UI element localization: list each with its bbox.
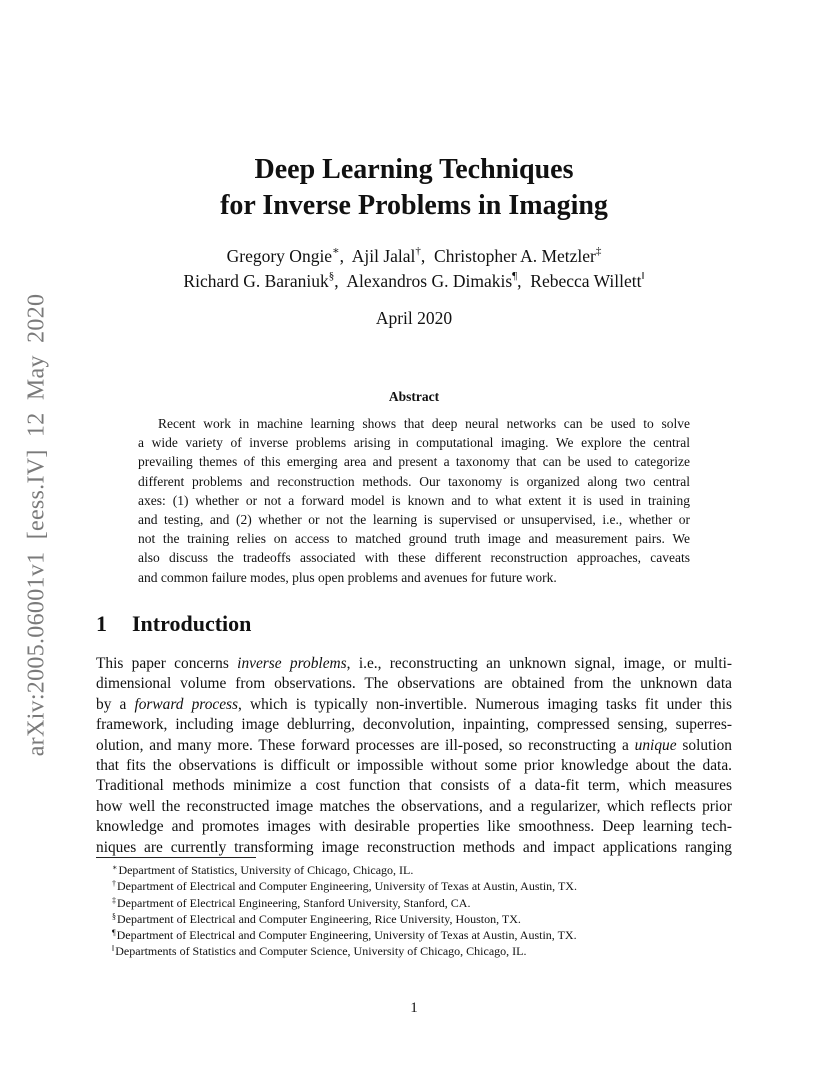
intro-emphasis: forward process xyxy=(134,695,239,713)
introduction-paragraph xyxy=(96,654,732,858)
footnote xyxy=(112,895,577,911)
author-name: Alexandros G. Dimakis xyxy=(346,271,513,291)
abstract-line: different problems and reconstruction methods. Our taxonomy is organized along two central xyxy=(138,473,690,489)
intro-line xyxy=(96,654,732,674)
arxiv-identifier-stamp: arXiv:2005.06001v1 [eess.IV] 12 May 2020 xyxy=(23,293,50,757)
footnote-separator xyxy=(96,857,256,858)
author-name: Rebecca Willett xyxy=(530,271,642,291)
intro-text: by a xyxy=(96,695,135,713)
author: Gregory Ongie∗, xyxy=(226,245,344,266)
intro-text: olution, and many more. These forward processes are ill-posed, so reconstructing a xyxy=(96,736,635,754)
title-line-1: Deep Learning Techniques xyxy=(254,154,574,185)
abstract-line: axes: (1) whether or not a forward model is known and to what extent it is used in training xyxy=(138,492,690,508)
author-footnote-mark: ¶ xyxy=(512,270,518,282)
section-heading-introduction xyxy=(96,611,251,637)
author-list xyxy=(0,244,828,294)
author: Ajil Jalal†, xyxy=(351,245,426,266)
intro-text: This paper concerns xyxy=(96,655,238,672)
abstract-line: not the training relies on access to matched ground truth image and measurement pairs. We xyxy=(138,531,690,547)
footnote-text: Departments of Statistics and Computer Science, University of Chicago, Chicago, IL. xyxy=(115,944,527,959)
author-name: Ajil Jalal xyxy=(351,246,416,266)
footnotes xyxy=(112,862,577,960)
paper-title xyxy=(0,152,828,224)
footnote-text: Department of Electrical Engineering, Stanford University, Stanford, CA. xyxy=(117,895,471,910)
intro-line: niques are currently transforming image reconstruction methods and impact applications ranging xyxy=(96,838,732,856)
title-line-2: for Inverse Problems in Imaging xyxy=(220,190,608,221)
author: Richard G. Baraniuk§, xyxy=(183,270,339,291)
author-footnote-mark: ‡ xyxy=(595,245,602,257)
footnote-mark: ‖ xyxy=(112,944,115,954)
author-line-1 xyxy=(0,244,828,269)
section-number: 1 xyxy=(96,611,107,636)
author-footnote-mark: ‖ xyxy=(641,270,645,282)
author-name: Richard G. Baraniuk xyxy=(183,271,329,291)
author-footnote-mark: § xyxy=(328,270,335,282)
intro-line: how well the reconstructed image matches the observations, and a regularizer, which reflects prior xyxy=(96,797,732,815)
author-footnote-mark: † xyxy=(415,245,421,257)
footnote-mark: ∗ xyxy=(112,863,118,872)
abstract-heading: Abstract xyxy=(388,389,440,404)
abstract-line: and common failure modes, plus open problems and avenues for future work. xyxy=(138,569,557,585)
footnote-text: Department of Electrical and Computer Engineering, University of Texas at Austin, Austin, TX. xyxy=(117,879,577,894)
footnote xyxy=(112,927,577,943)
intro-line: framework, including image deblurring, deconvolution, inpainting, compressed sensing, superres- xyxy=(96,716,732,734)
intro-text: , which is typically non-invertible. Numerous imaging tasks fit under this xyxy=(238,695,732,713)
abstract-line: and testing, and (2) whether or not the learning is supervised or unsupervised, i.e., whether or xyxy=(138,512,690,528)
footnote xyxy=(112,911,577,927)
author xyxy=(530,271,644,291)
footnote xyxy=(112,878,577,894)
page-number: 1 xyxy=(410,1000,418,1016)
author-line-2 xyxy=(0,269,828,294)
footnote-text: Department of Statistics, University of Chicago, Chicago, IL. xyxy=(118,863,414,877)
footnote-mark: † xyxy=(112,879,116,889)
footnote-mark: ¶ xyxy=(112,928,116,938)
intro-line: that fits the observations is difficult or impossible without some prior knowledge about the data. xyxy=(96,757,732,775)
intro-emphasis: inverse problems xyxy=(237,655,347,672)
abstract-body xyxy=(138,414,690,587)
section-title: Introduction xyxy=(132,611,252,636)
author-name: Gregory Ongie xyxy=(226,246,333,266)
footnote xyxy=(112,943,577,959)
footnote-text: Department of Electrical and Computer Engineering, Rice University, Houston, TX. xyxy=(117,911,521,926)
abstract-line: Recent work in machine learning shows that deep neural networks can be used to solve xyxy=(158,416,690,431)
intro-line: dimensional volume from observations. The observations are obtained from the unknown data xyxy=(96,675,732,693)
footnote xyxy=(112,862,577,878)
abstract-line: a wide variety of inverse problems arising in computational imaging. We explore the central xyxy=(138,435,690,451)
abstract-line: prevailing themes of this emerging area and present a taxonomy that can be used to categorize xyxy=(138,454,690,470)
intro-line xyxy=(96,695,732,715)
intro-text: solution xyxy=(676,736,732,754)
abstract-line: also discuss the tradeoffs associated with these different reconstruction approaches, caveats xyxy=(138,550,690,566)
intro-text: , i.e., reconstructing an unknown signal, image, or multi- xyxy=(346,655,732,672)
footnote-mark: § xyxy=(112,911,116,921)
intro-emphasis: unique xyxy=(634,736,677,754)
author xyxy=(434,246,601,266)
intro-line xyxy=(96,736,732,756)
author-name: Christopher A. Metzler xyxy=(434,246,596,266)
author: Alexandros G. Dimakis¶, xyxy=(346,270,522,291)
author-footnote-mark: ∗ xyxy=(332,245,340,257)
footnote-mark: ‡ xyxy=(112,895,116,905)
intro-line: Traditional methods minimize a cost function that consists of a data-fit term, which measures xyxy=(96,777,732,795)
footnote-text: Department of Electrical and Computer Engineering, University of Texas at Austin, Austin, TX. xyxy=(116,928,577,943)
publication-date: April 2020 xyxy=(375,308,453,328)
intro-line: knowledge and promotes images with desirable properties like smoothness. Deep learning tech- xyxy=(96,818,732,836)
